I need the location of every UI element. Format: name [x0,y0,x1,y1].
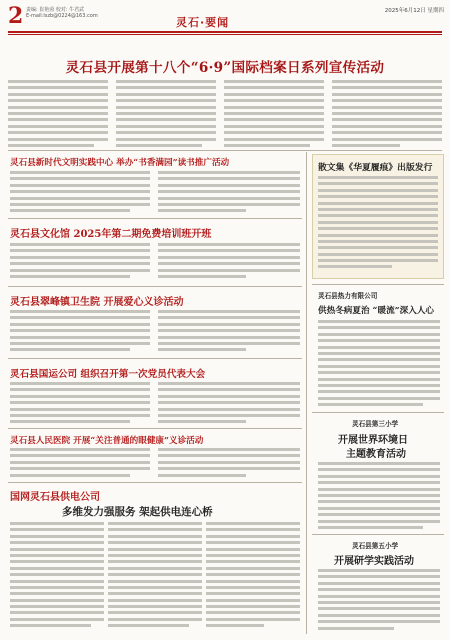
article-body [158,171,300,216]
article-title: 散文集《华夏履痕》出版发行 [318,163,433,173]
article-kicker: 灵石县第三小学 [352,420,399,428]
divider [8,286,302,287]
article-title: 开展研学实践活动 [334,556,414,567]
article-body [10,310,150,355]
divider [8,358,302,359]
article-body [318,462,440,532]
page-number: 2 [8,3,24,29]
issue-date: 2025年6月12日 星期四 [384,8,444,14]
email-line: E-mail:lszb@0224@163.com [26,13,98,19]
article-subtitle: 主题教育活动 [346,449,406,460]
top-article-col-3 [224,80,324,150]
article-body [318,569,440,633]
article-title: 灵石县文化馆 2025年第二期免费培训班开班 [10,229,212,240]
article-body [108,522,202,631]
top-article-col-4 [332,80,442,150]
header-rule [8,31,442,33]
article-title: 灵石县翠峰镇卫生院 开展爱心义诊活动 [10,297,184,308]
article-body [10,243,150,281]
article-body [158,448,300,480]
article-body [10,522,104,631]
article-title: 灵石县人民医院 开展“关注普通的眼健康”义诊活动 [10,436,204,446]
article-title: 供热冬病夏治 “暖流”深入人心 [318,306,435,316]
section-title: 灵石·要闻 [176,16,230,29]
article-body [318,320,440,409]
article-body [158,382,300,427]
article-body [10,382,150,427]
article-title: 灵石县新时代文明实践中心 举办“书香满园”读书推广活动 [10,158,230,168]
editor-meta [26,7,98,19]
article-body [158,243,300,281]
header-rule-thin [8,34,442,35]
article-title: 多维发力强服务 架起供电连心桥 [62,506,213,518]
article-body [158,310,300,355]
column-divider [306,152,307,634]
article-kicker: 国网灵石县供电公司 [10,492,100,503]
divider [312,534,444,535]
divider [312,284,444,285]
article-title: 开展世界环境日 [338,435,408,446]
article-body [318,176,438,272]
top-article-col-2 [116,80,216,150]
article-body [206,522,300,631]
divider [8,218,302,219]
article-title: 灵石县国运公司 组织召开第一次党员代表大会 [10,369,206,380]
main-headline: 灵石县开展第十八个“6·9”国际档案日系列宣传活动 [65,60,385,76]
divider [8,482,302,483]
article-body [10,171,150,216]
editor-line: 责编: 崔艳茵 校对: 牛君武 [26,7,85,13]
divider [312,412,444,413]
article-body [10,448,150,480]
top-article-col-1 [8,80,108,150]
divider [8,428,302,429]
divider [8,150,442,151]
article-kicker: 灵石县第五小学 [352,542,399,550]
article-kicker: 灵石县热力有限公司 [318,292,378,300]
